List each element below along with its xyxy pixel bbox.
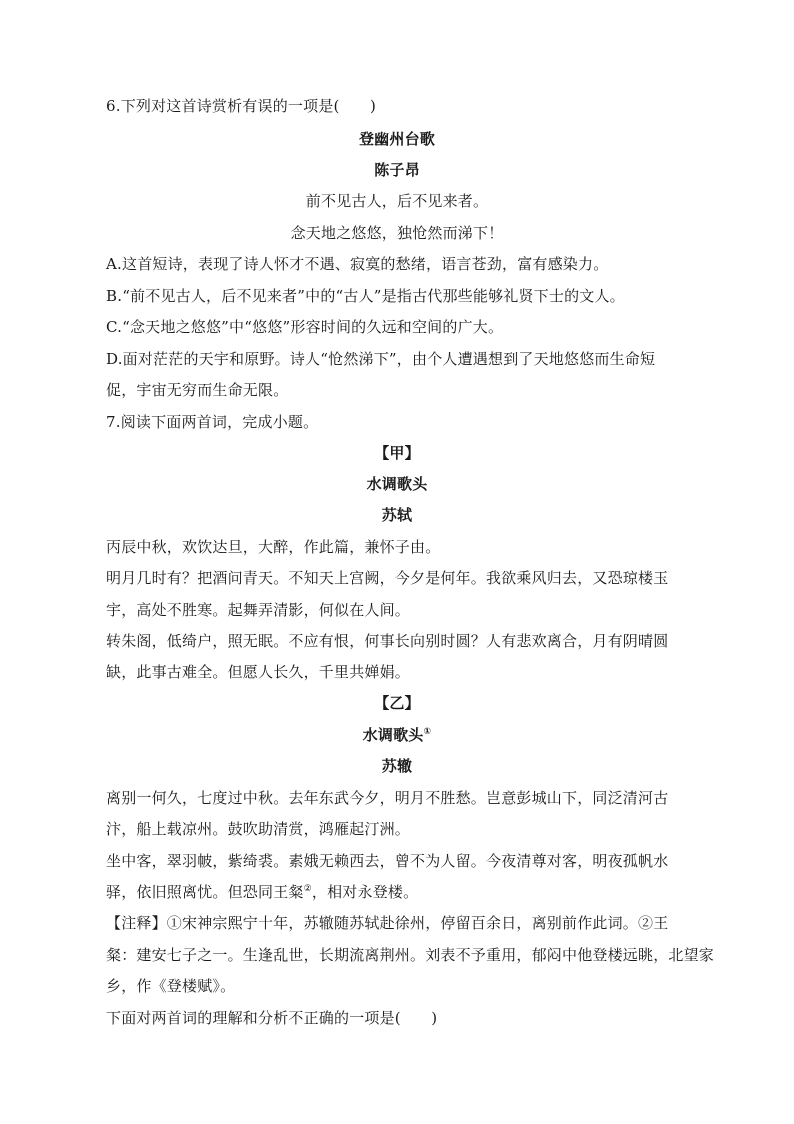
option-d-line-2: 促，宇宙无穷而生命无限。 [106,381,289,399]
poem-yi-p2-line-1: 坐中客，翠羽帔，紫绮裘。素娥无赖西去，曾不为人留。今夜清尊对客，明夜孤帆水 [106,852,669,870]
question-6-stem: 6.下列对这首诗赏析有误的一项是( ) [106,97,377,115]
option-a: A.这首短诗，表现了诗人怀才不遇、寂寞的愁绪，语言苍劲，富有感染力。 [106,255,609,273]
poem-yi-title-note: ① [423,727,432,737]
poem-line-1: 前不见古人，后不见来者。 [305,192,489,210]
poem-jia-marker: 【甲】 [374,444,420,462]
poem-jia-preface: 丙辰中秋，欢饮达旦，大醉，作此篇，兼怀子由。 [106,538,441,556]
poem-jia-title: 水调歌头 [366,475,428,493]
poem-jia-author: 苏轼 [381,506,413,524]
annotation-line-3: 乡，作《登楼赋》。 [106,977,236,995]
poem-yi-title: 水调歌头① [362,726,432,744]
poem-yi-p1-line-2: 汴，船上载凉州。鼓吹助清赏，鸿雁起汀洲。 [106,820,411,838]
poem-jia-p1-line-2: 宇，高处不胜寒。起舞弄清影，何似在人间。 [106,601,411,619]
poem-jia-p2-line-2: 缺，此事古难全。但愿人长久，千里共婵娟。 [106,663,411,681]
question-7-subquestion: 下面对两首词的理解和分析不正确的一项是( ) [106,1009,438,1027]
option-b: B.“前不见古人，后不见来者”中的“古人”是指古代那些能够礼贤下士的文人。 [106,287,625,305]
poem-yi-author: 苏辙 [381,757,413,775]
question-7-stem: 7.阅读下面两首词，完成小题。 [106,413,319,431]
poem-jia-p1-line-1: 明月几时有？把酒问青天。不知天上宫阙，今夕是何年。我欲乘风归去，又恐琼楼玉 [106,569,669,587]
poem-title: 登幽州台歌 [358,130,435,148]
poem-yi-marker: 【乙】 [374,694,420,712]
poem-author: 陈子昂 [374,161,420,179]
option-c: C.“念天地之悠悠”中“悠悠”形容时间的久远和空间的广大。 [106,318,504,336]
poem-yi-note-2: ② [303,884,312,894]
poem-yi-p2-line-2: 驿，依旧照离忧。但恐同王粲②，相对永登楼。 [106,883,419,901]
poem-jia-p2-line-1: 转朱阁，低绮户，照无眠。不应有恨，何事长向别时圆？人有悲欢离合，月有阴晴圆 [106,632,669,650]
poem-line-2: 念天地之悠悠，独怆然而涕下！ [290,224,504,242]
annotation-line-2: 粲：建安七子之一。生逢乱世，长期流离荆州。刘表不予重用，郁闷中他登楼远眺，北望家 [106,946,715,964]
annotation-line-1: 【注释】①宋神宗熙宁十年，苏辙随苏轼赴徐州，停留百余日，离别前作此词。②王 [106,914,669,932]
poem-yi-p1-line-1: 离别一何久，七度过中秋。去年东武今夕，明月不胜愁。岂意彭城山下，同泛清河古 [106,789,669,807]
option-d-line-1: D.面对茫茫的天宇和原野。诗人“怆然涕下”，由个人遭遇想到了天地悠悠而生命短 [106,350,656,368]
